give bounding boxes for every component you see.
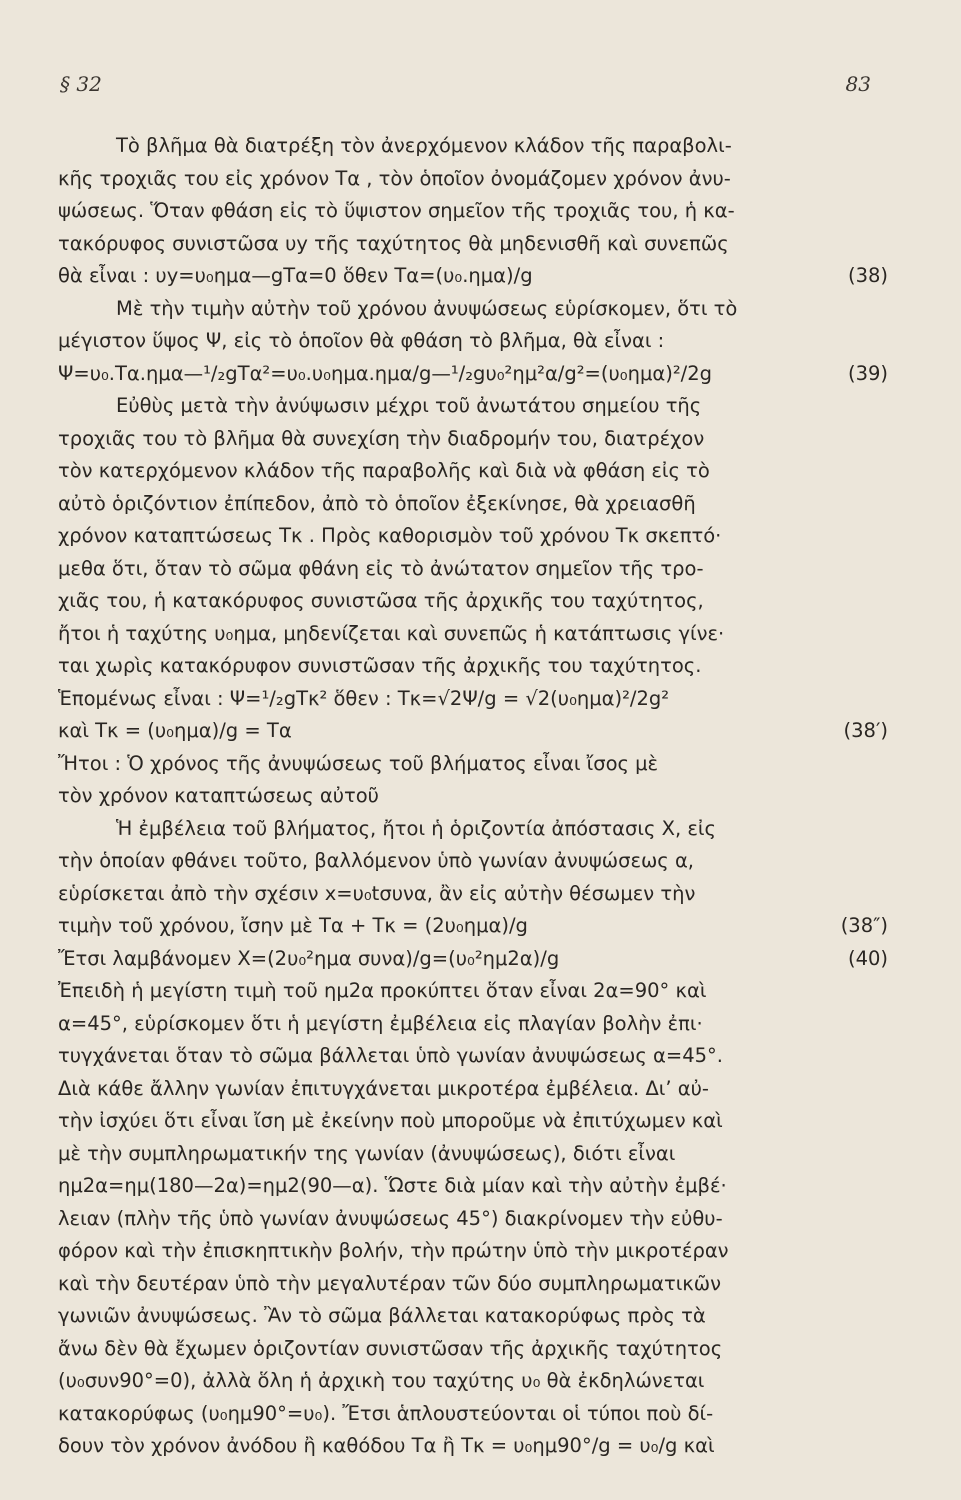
text-line (58, 455, 888, 488)
line-text: αὐτὸ ὁριζόντιον ἐπίπεδον, ἀπὸ τὸ ὁποῖον ἐξεκίνησε, θὰ χρειασθῆ (58, 491, 696, 515)
text-line (58, 1170, 888, 1203)
text-line (58, 390, 888, 423)
text-line (58, 910, 888, 943)
text-line (58, 975, 888, 1008)
text-line (58, 1430, 888, 1463)
text-line (58, 293, 888, 326)
text-line (58, 878, 888, 911)
text-line (58, 130, 888, 163)
text-line (58, 195, 888, 228)
line-text: Ἑπομένως εἶναι : Ψ=¹/₂gTκ² ὅθεν : Tκ=√2Ψ/g = √2(υ₀ημα)²/2g² (58, 686, 670, 710)
line-text: Ἔτσι λαμβάνομεν X=(2υ₀²ημα συνα)/g=(υ₀²ημ2α)/g (58, 946, 560, 970)
line-text: ἤτοι ἡ ταχύτης υ₀ημα, μηδενίζεται καὶ συνεπῶς ἡ κατάπτωσις γίνε· (58, 621, 725, 645)
text-line (58, 618, 888, 651)
text-line (58, 1365, 888, 1398)
line-text: ται χωρὶς κατακόρυφον συνιστῶσαν τῆς ἀρχικῆς του ταχύτητος. (58, 654, 702, 677)
line-text: α=45°, εὑρίσκομεν ὅτι ἡ μεγίστη ἐμβέλεια εἰς πλαγίαν βολὴν ἐπι· (58, 1011, 703, 1035)
line-text: καὶ Tκ = (υ₀ημα)/g = Tα (58, 719, 292, 742)
equation-number: (38″) (840, 914, 888, 937)
line-text: Τὸ βλῆμα θὰ διατρέξη τὸν ἀνερχόμενον κλάδον τῆς παραβολι- (116, 134, 732, 157)
text-line (58, 1073, 888, 1106)
line-text: Ἡ ἐμβέλεια τοῦ βλήματος, ἤτοι ἡ ὁριζοντία ἀπόστασις X, εἰς (116, 816, 716, 840)
line-text: μὲ τὴν συμπληρωματικήν της γωνίαν (ἀνυψώσεως), διότι εἶναι (58, 1141, 676, 1165)
text-line (58, 1235, 888, 1268)
line-text: τὸν κατερχόμενον κλάδον τῆς παραβολῆς καὶ διὰ νὰ φθάση εἰς τὸ (58, 459, 710, 482)
line-text: κῆς τροχιᾶς του εἰς χρόνον Tα , τὸν ὁποῖον ὀνομάζομεν χρόνον ἀνυ- (58, 166, 731, 190)
line-text: τροχιᾶς του τὸ βλῆμα θὰ συνεχίση τὴν διαδρομήν του, διατρέχον (58, 426, 705, 450)
text-line (58, 1333, 888, 1366)
text-line (58, 585, 888, 618)
line-text: Εὐθὺς μετὰ τὴν ἀνύψωσιν μέχρι τοῦ ἀνωτάτου σημείου τῆς (116, 394, 702, 417)
section-marker: § 32 (60, 72, 102, 96)
text-line (58, 358, 888, 391)
text-line (58, 813, 888, 846)
equation-number: (38) (847, 264, 888, 287)
text-line (58, 1203, 888, 1236)
text-line (58, 1040, 888, 1073)
text-line (58, 1398, 888, 1431)
text-line (58, 1008, 888, 1041)
equation-number: (39) (847, 361, 888, 385)
line-text: μέγιστον ὕψος Ψ, εἰς τὸ ὁποῖον θὰ φθάση τὸ βλῆμα, θὰ εἶναι : (58, 329, 665, 352)
text-line (58, 1138, 888, 1171)
text-line (58, 715, 888, 748)
line-text: τὴν ἰσχύει ὅτι εἶναι ἴση μὲ ἐκείνην ποὺ μποροῦμε νὰ ἐπιτύχωμεν καὶ (58, 1109, 723, 1132)
line-text: Ψ=υ₀.Tα.ημα—¹/₂gTα²=υ₀.υ₀ημα.ημα/g—¹/₂gυ₀²ημ²α/g²=(υ₀ημα)²/2g (58, 361, 713, 385)
equation-number: (40) (847, 946, 888, 970)
line-text: ἄνω δὲν θὰ ἔχωμεν ὁριζοντίαν συνιστῶσαν τῆς ἀρχικῆς ταχύτητος (58, 1336, 723, 1360)
line-text: καὶ τὴν δευτέραν ὑπὸ τὴν μεγαλυτέραν τῶν δύο συμπληρωματικῶν (58, 1271, 722, 1295)
line-text: ψώσεως. Ὅταν φθάση εἰς τὸ ὕψιστον σημεῖον τῆς τροχιᾶς του, ἡ κα- (58, 199, 735, 222)
text-line (58, 260, 888, 293)
line-text: τακόρυφος συνιστῶσα υy τῆς ταχύτητος θὰ μηδενισθῆ καὶ συνεπῶς (58, 231, 729, 255)
line-text: (υ₀συν90°=0), ἀλλὰ ὅλη ἡ ἀρχικὴ του ταχύτης υ₀ θὰ ἐκδηλώνεται (58, 1369, 705, 1392)
text-line (58, 228, 888, 261)
line-text: εὑρίσκεται ἀπὸ τὴν σχέσιν x=υ₀tσυνα, ἂν εἰς αὐτὴν θέσωμεν τὴν (58, 881, 696, 905)
page-number: 83 (845, 72, 871, 96)
line-text: ημ2α=ημ(180—2α)=ημ2(90—α). Ὥστε διὰ μίαν καὶ τὴν αὐτὴν ἐμβέ· (58, 1174, 727, 1197)
line-text: λειαν (πλὴν τῆς ὑπὸ γωνίαν ἀνυψώσεως 45°) διακρίνομεν τὴν εὐθυ- (58, 1206, 723, 1230)
text-line (58, 1105, 888, 1138)
line-text: Μὲ τὴν τιμὴν αὐτὴν τοῦ χρόνου ἀνυψώσεως εὑρίσκομεν, ὅτι τὸ (116, 296, 738, 320)
line-text: Ἐπειδὴ ἡ μεγίστη τιμὴ τοῦ ημ2α προκύπτει ὅταν εἶναι 2α=90° καὶ (58, 979, 707, 1002)
text-line (58, 780, 888, 813)
text-line (58, 423, 888, 456)
page-header (60, 72, 901, 102)
line-text: θὰ εἶναι : υy=υ₀ημα—gTα=0 ὅθεν Tα=(υ₀.ημα)/g (58, 264, 533, 287)
body-text (58, 130, 888, 1463)
text-line (58, 520, 888, 553)
equation-number: (38′) (843, 719, 888, 742)
text-line (58, 1300, 888, 1333)
line-text: τὴν ὁποίαν φθάνει τοῦτο, βαλλόμενον ὑπὸ γωνίαν ἀνυψώσεως α, (58, 849, 695, 872)
line-text: χιᾶς του, ἡ κατακόρυφος συνιστῶσα τῆς ἀρχικῆς του ταχύτητος, (58, 589, 704, 612)
text-line (58, 1268, 888, 1301)
text-line (58, 683, 888, 716)
line-text: χρόνον καταπτώσεως Tκ . Πρὸς καθορισμὸν τοῦ χρόνου Tκ σκεπτό· (58, 524, 722, 547)
line-text: μεθα ὅτι, ὅταν τὸ σῶμα φθάνη εἰς τὸ ἀνώτατον σημεῖον τῆς τρο- (58, 556, 704, 580)
text-line (58, 325, 888, 358)
line-text: δουν τὸν χρόνον ἀνόδου ἢ καθόδου Tα ἢ Tκ = υ₀ημ90°/g = υ₀/g καὶ (58, 1434, 715, 1457)
text-line (58, 553, 888, 586)
text-line (58, 845, 888, 878)
line-text: κατακορύφως (υ₀ημ90°=υ₀). Ἔτσι ἁπλουστεύονται οἱ τύποι ποὺ δί- (58, 1401, 714, 1425)
text-line (58, 650, 888, 683)
text-line (58, 488, 888, 521)
line-text: τὸν χρόνον καταπτώσεως αὐτοῦ (58, 784, 379, 807)
line-text: Διὰ κάθε ἄλλην γωνίαν ἐπιτυγχάνεται μικροτέρα ἐμβέλεια. Δι’ αὐ- (58, 1076, 709, 1100)
text-line (58, 748, 888, 781)
text-line (58, 163, 888, 196)
line-text: φόρον καὶ τὴν ἐπισκηπτικὴν βολήν, τὴν πρώτην ὑπὸ τὴν μικροτέραν (58, 1239, 729, 1262)
line-text: γωνιῶν ἀνυψώσεως. Ἂν τὸ σῶμα βάλλεται κατακορύφως πρὸς τὰ (58, 1304, 706, 1327)
text-line (58, 943, 888, 976)
line-text: τυγχάνεται ὅταν τὸ σῶμα βάλλεται ὑπὸ γωνίαν ἀνυψώσεως α=45°. (58, 1044, 723, 1067)
line-text: Ἤτοι : Ὁ χρόνος τῆς ἀνυψώσεως τοῦ βλήματος εἶναι ἴσος μὲ (58, 751, 659, 775)
line-text: τιμὴν τοῦ χρόνου, ἴσην μὲ Tα + Tκ = (2υ₀ημα)/g (58, 914, 528, 937)
